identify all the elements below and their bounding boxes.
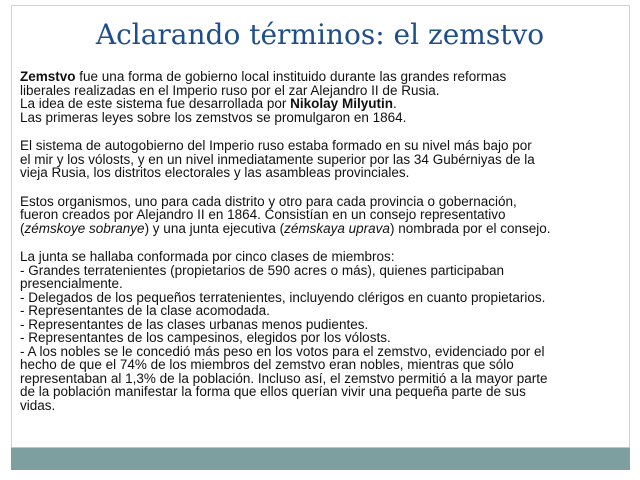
list-item: - Delegados de los pequeños terratenientes, incluyendo clérigos en cuanto propietarios.: [20, 289, 546, 305]
paragraph-definition: [20, 70, 626, 124]
text-line: Estos organismos, uno para cada distrito y otro para cada provincia o gobernación,: [20, 193, 517, 209]
text-line: representaban al 1,3% de la población. Incluso así, el zemstvo permitió a la mayor parte: [20, 370, 548, 386]
text-line: El sistema de autogobierno del Imperio ruso estaba formado en su nivel más bajo por: [20, 138, 532, 153]
text-line: [20, 97, 626, 111]
slide-title: Aclarando términos: el zemstvo: [95, 18, 545, 51]
text-line: vieja Rusia, los distritos electorales y las asambleas provinciales.: [20, 165, 410, 180]
text-span: (: [20, 220, 25, 236]
text-span: fue una forma de gobierno local instituido durante las grandes reformas: [75, 69, 507, 84]
text-line: [20, 222, 626, 236]
term-zemstvo: Zemstvo: [20, 69, 76, 84]
text-line: La junta se hallaba conformada por cinco clases de miembros:: [20, 249, 395, 264]
text-span: ) y una junta ejecutiva (: [144, 220, 285, 236]
text-line: vidas.: [20, 397, 56, 413]
text-line: liberales realizadas en el Imperio ruso por el zar Alejandro II de Rusia.: [20, 82, 440, 98]
text-line: presencialmente.: [20, 276, 123, 291]
text-line: Las primeras leyes sobre los zemstvos se promulgaron en 1864.: [20, 109, 407, 125]
paragraph-system: [20, 139, 626, 180]
name-milyutin: Nikolay Milyutin: [290, 96, 393, 111]
list-item: - Representantes de las clases urbanas menos pudientes.: [20, 316, 369, 332]
list-item: - Representantes de los campesinos, elegidos por los vólosts.: [20, 330, 391, 345]
term-zemskaya-uprava: zémskaya uprava: [284, 220, 390, 236]
slide-body: [20, 70, 626, 427]
text-span: La idea de este sistema fue desarrollada por: [20, 96, 291, 111]
text-span: ) nombrada por el consejo.: [389, 220, 551, 236]
text-line: fueron creados por Alejandro II en 1864. Consistían en un consejo representativo: [20, 207, 506, 222]
slide-footer-bar: [11, 447, 630, 470]
list-item: - Representantes de la clase acomodada.: [20, 303, 270, 318]
list-item: - Grandes terratenientes (propietarios de 590 acres o más), quienes participaban: [20, 262, 505, 278]
paragraph-organisms: [20, 195, 626, 236]
list-item: - A los nobles se le concedió más peso en los votos para el zemstvo, evidenciado por el: [20, 343, 545, 359]
text-line: [20, 70, 626, 84]
term-zemskoye-sobranye: zémskoye sobranye: [24, 220, 145, 236]
text-line: el mir y los vólosts, y en un nivel inmediatamente superior por las 34 Gubérniyas de la: [20, 151, 535, 167]
paragraph-members: [20, 250, 626, 412]
text-line: hecho de que el 74% de los miembros del zemstvo eran nobles, mientras que sólo: [20, 357, 514, 372]
text-span: .: [392, 96, 397, 111]
text-line: de la población manifestar la forma que ellos querían vivir una pequeña parte de sus: [20, 384, 526, 399]
